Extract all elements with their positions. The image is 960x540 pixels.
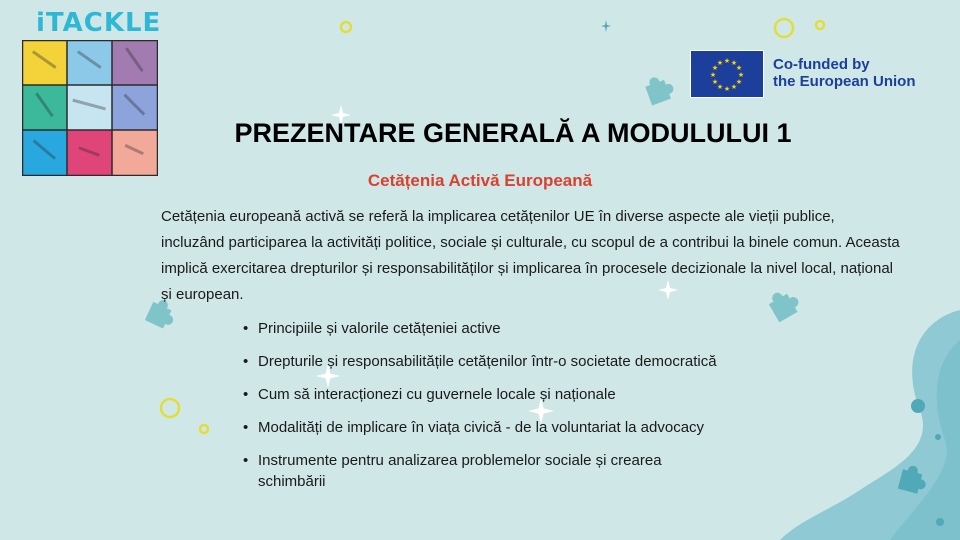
topic-list (240, 318, 760, 504)
ring-decoration (813, 18, 827, 32)
eu-cofunded-text (773, 56, 916, 90)
list-item-text: Cum să interacționezi cu guvernele locale și naționale (258, 386, 616, 403)
eu-text-line2: the European Union (773, 73, 916, 90)
bullet-icon: • (243, 320, 249, 337)
list-item-text: Principiile și valorile cetățeniei active (258, 320, 501, 337)
bullet-icon: • (243, 386, 249, 403)
decorative-blob (740, 300, 960, 540)
ring-decoration (158, 396, 182, 420)
puzzle-piece-icon (640, 72, 680, 112)
list-item-text: Drepturile și responsabilitățile cetățenilor într-o societate democratică (258, 353, 717, 370)
svg-text:★: ★ (730, 83, 738, 91)
eu-flag-icon (690, 50, 764, 98)
svg-text:★: ★ (716, 59, 724, 67)
sparkle-icon (601, 20, 611, 32)
svg-text:★: ★ (716, 83, 724, 91)
slide-title: PREZENTARE GENERALĂ A MODULULUI 1 (234, 118, 792, 148)
svg-text:★: ★ (735, 64, 743, 72)
svg-text:★: ★ (711, 78, 719, 86)
puzzle-logo-icon (22, 40, 158, 176)
intro-paragraph: Cetățenia europeană activă se referă la implicarea cetățenilor UE în diverse aspecte ale vieții publice, incluzând participarea la activități politice, sociale și culturale, cu scopul de a contribui la binele comun. Aceasta implică exercitarea drepturilor și responsabilităților și implicarea în procesele decizionale la nivel local, național și european. (161, 208, 900, 303)
eu-text-line1: Co-funded by (773, 56, 870, 73)
bullet-icon: • (243, 419, 249, 436)
svg-text:★: ★ (709, 71, 717, 79)
slide-subtitle: Cetățenia Activă Europeană (367, 171, 593, 190)
svg-text:★: ★ (737, 71, 745, 79)
svg-text:★: ★ (730, 59, 738, 67)
list-item-text: Instrumente pentru analizarea problemelor sociale și crearea schimbării (258, 452, 662, 490)
svg-text:★: ★ (711, 64, 719, 72)
list-item (240, 450, 708, 492)
list-item (240, 417, 760, 438)
eu-cofunded-badge (690, 50, 938, 98)
bullet-icon: • (243, 452, 249, 469)
puzzle-piece-icon (892, 462, 932, 502)
ring-decoration (338, 19, 354, 35)
svg-text:★: ★ (723, 85, 731, 93)
list-item-text: Modalități de implicare în viața civică - de la voluntariat la advocacy (258, 419, 705, 436)
list-item (240, 351, 760, 372)
list-item (240, 318, 760, 339)
svg-text:★: ★ (723, 57, 731, 65)
list-item (240, 384, 760, 405)
itackle-logo-text: iTACKLE (36, 8, 162, 38)
ring-decoration (772, 16, 796, 40)
svg-text:★: ★ (735, 78, 743, 86)
bullet-icon: • (243, 353, 249, 370)
ring-decoration (197, 422, 211, 436)
